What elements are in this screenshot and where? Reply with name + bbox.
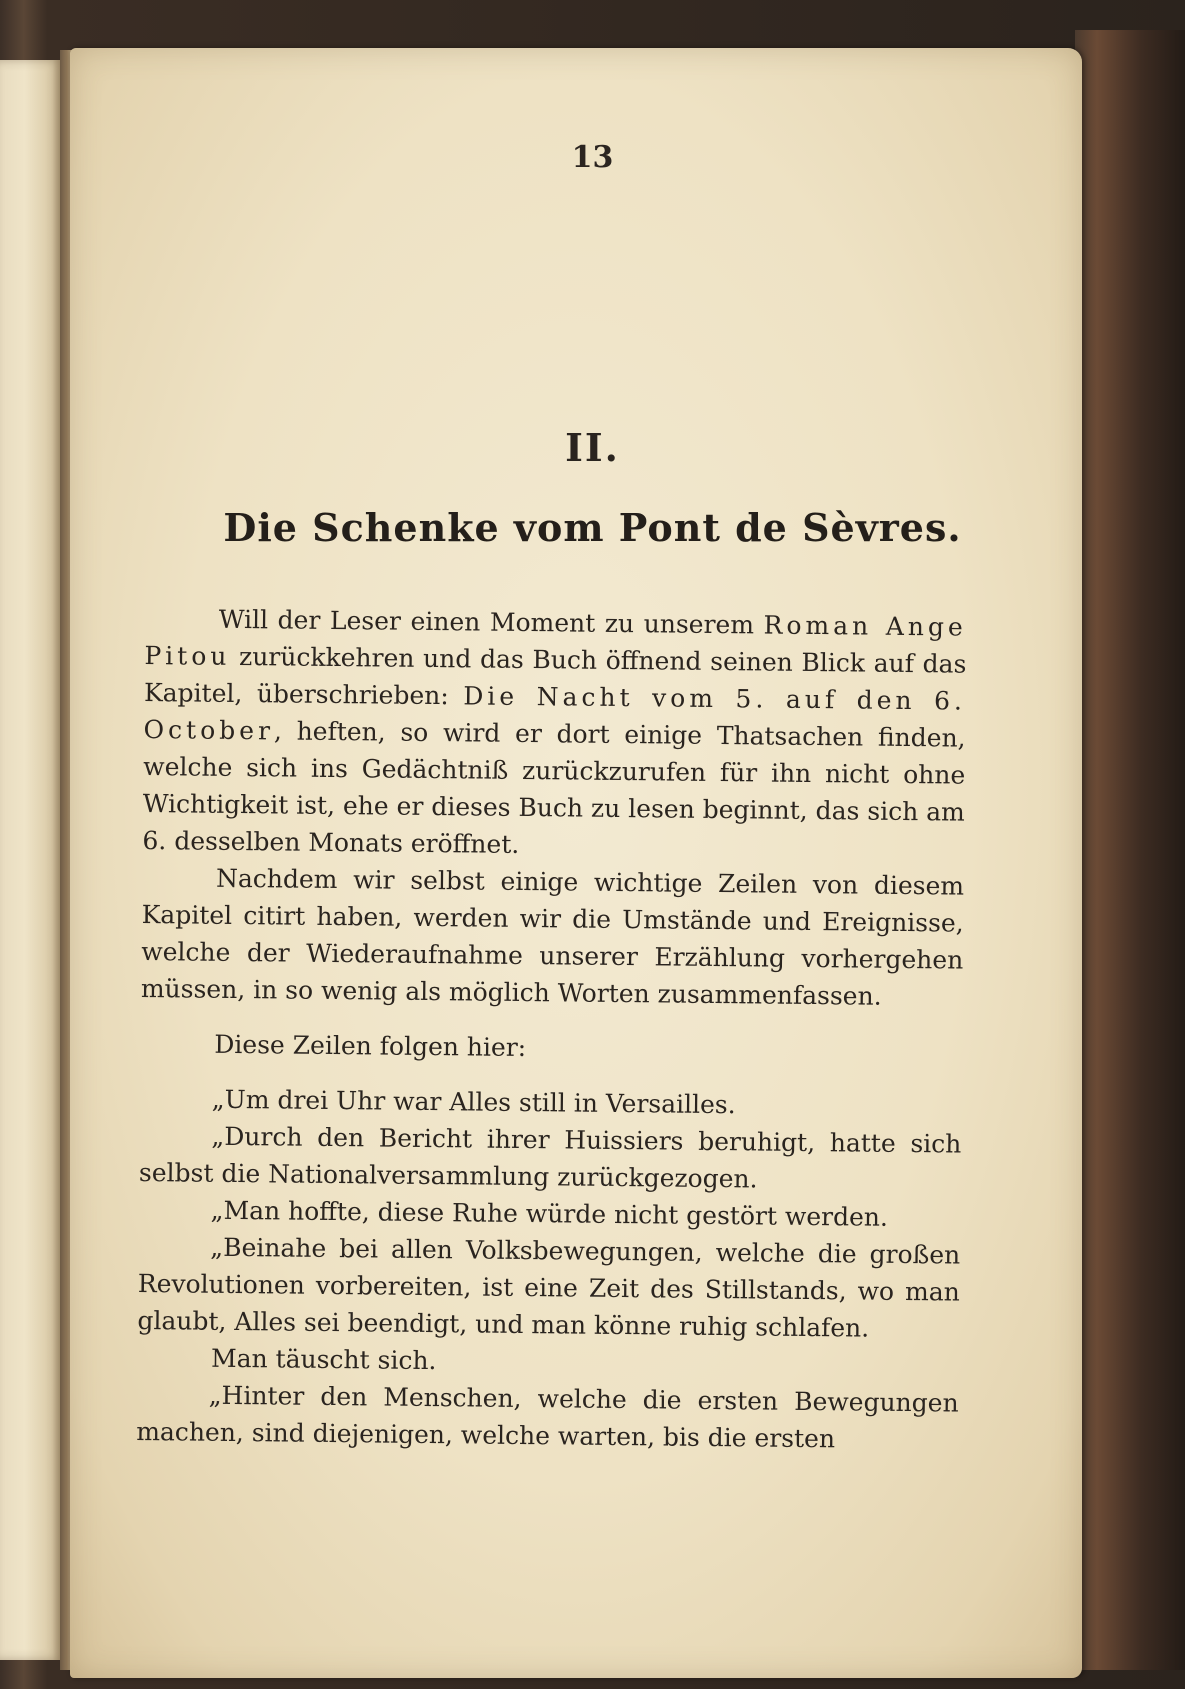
- previous-page-edge: [0, 60, 62, 1660]
- spaced-text: Die Nacht vom 5. auf den 6. October: [143, 681, 967, 746]
- chapter-number: II.: [565, 425, 620, 470]
- paragraph: „Durch den Bericht ihrer Huissiers beruhigt, hatte sich selbst die Nationalversammlung zurückgezogen.: [138, 1121, 962, 1194]
- paragraph: „Hinter den Menschen, welche die ersten Bewegungen machen, sind diejenigen, welche warten, bis die ersten: [136, 1380, 959, 1454]
- body-text: [136, 600, 967, 1459]
- spaced-text: Roman Ange Pitou: [144, 610, 967, 671]
- paragraph: „Um drei Uhr war Alles still in Versailles.: [211, 1084, 736, 1120]
- paragraph: „Beinahe bei allen Volksbewegungen, welche die großen Revolutionen vorbereiten, ist eine Zeit des Stillstands, wo man glaubt, Alles sei beendigt, und man könne ruhig schlafen.: [137, 1232, 961, 1343]
- paragraph: Diese Zeilen folgen hier:: [214, 1029, 527, 1063]
- book-cover-edge: [1075, 30, 1185, 1670]
- chapter-title: Die Schenke vom Pont de Sèvres.: [223, 505, 962, 550]
- paragraph: Will der Leser einen Moment zu unserem Roman Ange Pitou zurückkehren und das Buch öffnend seinen Blick auf das Kapitel, überschrieben: Die Nacht vom 5. auf den 6. October, heften, so wird er dort einige Thatsachen finden, welche sich ins Gedächtniß zurückzurufen für ihn nicht ohne Wichtigkeit ist, ehe er dieses Buch zu lesen beginnt, das sich am 6. desselben Monats eröffnet.: [142, 604, 967, 859]
- paragraph: „Man hoffte, diese Ruhe würde nicht gestört werden.: [210, 1195, 889, 1232]
- paragraph: Nachdem wir selbst einige wichtige Zeilen von diesem Kapitel citirt haben, werden wir die Umstände und Ereignisse, welche der Wiederaufnahme unserer Erzählung vorhergehen müssen, in so wenig als möglich Worten zusammenfassen.: [140, 863, 965, 1011]
- paragraph: Man täuscht sich.: [210, 1343, 437, 1376]
- page-number: 13: [571, 140, 614, 175]
